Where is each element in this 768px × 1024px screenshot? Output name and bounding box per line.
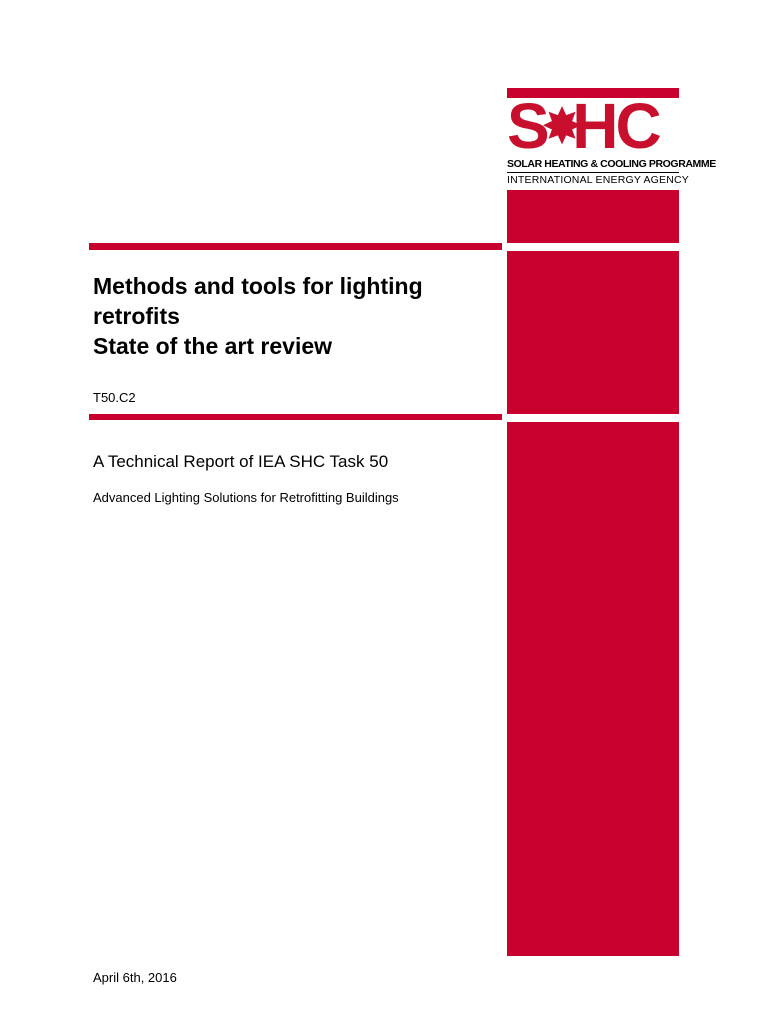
sun-icon: ✸ (542, 100, 579, 152)
title-line-1: Methods and tools for lighting (93, 273, 423, 299)
task-name: Advanced Lighting Solutions for Retrofitting Buildings (93, 490, 399, 505)
logo-wordmark (507, 90, 679, 162)
logo-hc: HC (572, 90, 659, 162)
title-rule-top (89, 243, 502, 250)
red-block-top (507, 190, 679, 243)
report-date: April 6th, 2016 (93, 970, 177, 985)
title-line-2: retrofits (93, 303, 180, 329)
red-block-bottom (507, 422, 679, 956)
red-block-middle (507, 251, 679, 414)
logo-divider (507, 172, 679, 173)
logo-s: S (507, 90, 547, 162)
document-title (93, 271, 493, 361)
title-rule-bottom (89, 414, 502, 420)
logo-programme-text: SOLAR HEATING & COOLING PROGRAMME (507, 158, 716, 170)
report-subtitle: A Technical Report of IEA SHC Task 50 (93, 452, 389, 471)
report-code: T50.C2 (93, 390, 136, 405)
logo-agency-text: INTERNATIONAL ENERGY AGENCY (507, 174, 689, 186)
title-line-3: State of the art review (93, 333, 333, 359)
shc-logo (507, 88, 716, 188)
